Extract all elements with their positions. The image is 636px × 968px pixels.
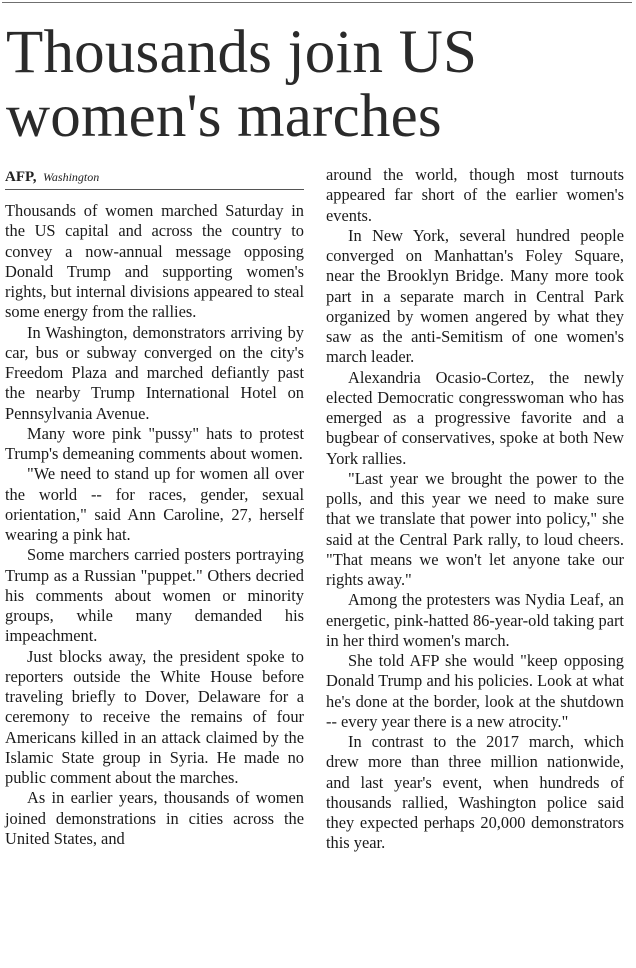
paragraph: "We need to stand up for women all over the world -- for races, gender, sexual orientation," said Ann Caroline, 27, herself wearing a pink hat. (5, 464, 304, 544)
paragraph: Some marchers carried posters portraying Trump as a Russian "puppet." Others decried his comments about women or minority groups, while many demanded his impeachment. (5, 545, 304, 646)
article-column-1 (5, 201, 304, 849)
paragraph: "Last year we brought the power to the polls, and this year we need to make sure that we translate that power into policy," she said at the Central Park rally, to loud cheers. "That means we won't let anyone take our rights away." (326, 468, 624, 589)
paragraph: In contrast to the 2017 march, which drew more than three million nationwide, and last year's event, when hundreds of thousands rallied, Washington police said they expected perhaps 20,000 demonstrators this year. (326, 732, 624, 853)
paragraph: Alexandria Ocasio-Cortez, the newly elected Democratic congresswoman who has emerged as a progressive favorite and a bugbear of conservatives, spoke at both New York rallies. (326, 367, 624, 468)
article-column-2 (326, 165, 624, 854)
paragraph: Thousands of women marched Saturday in the US capital and across the country to convey a now-annual message opposing Donald Trump and supporting women's rights, but internal divisions appeared to steal some energy from the rallies. (5, 201, 304, 322)
paragraph: As in earlier years, thousands of women joined demonstrations in cities across the United States, and (5, 788, 304, 848)
byline-rule (5, 189, 304, 190)
paragraph: around the world, though most turnouts appeared far short of the earlier women's events. (326, 165, 624, 225)
byline-agency: AFP, (5, 169, 37, 185)
byline-dateline: Washington (43, 170, 100, 184)
paragraph: Just blocks away, the president spoke to reporters outside the White House before traveling briefly to Dover, Delaware for a ceremony to receive the remains of four Americans killed in an attack claimed by the Islamic State group in Syria. He made no public comment about the marches. (5, 646, 304, 787)
byline (5, 168, 305, 187)
paragraph: In Washington, demonstrators arriving by car, bus or subway converged on the city's Freedom Plaza and marched defiantly past the nearby Trump International Hotel on Pennsylvania Avenue. (5, 322, 304, 423)
paragraph: Among the protesters was Nydia Leaf, an energetic, pink-hatted 86-year-old taking part in her third women's march. (326, 590, 624, 650)
paragraph: She told AFP she would "keep opposing Donald Trump and his policies. Look at what he's done at the border, look at the shutdown -- every year there is a new atrocity." (326, 651, 624, 731)
headline: Thousands join US women's marches (6, 19, 478, 150)
top-rule (2, 2, 632, 3)
paragraph: In New York, several hundred people converged on Manhattan's Foley Square, near the Brooklyn Bridge. Many more took part in a separate march in Central Park organized by women angered by what they saw as the anti-Semitism of one women's march leader. (326, 225, 624, 367)
paragraph: Many wore pink "pussy" hats to protest Trump's demeaning comments about women. (5, 423, 304, 463)
